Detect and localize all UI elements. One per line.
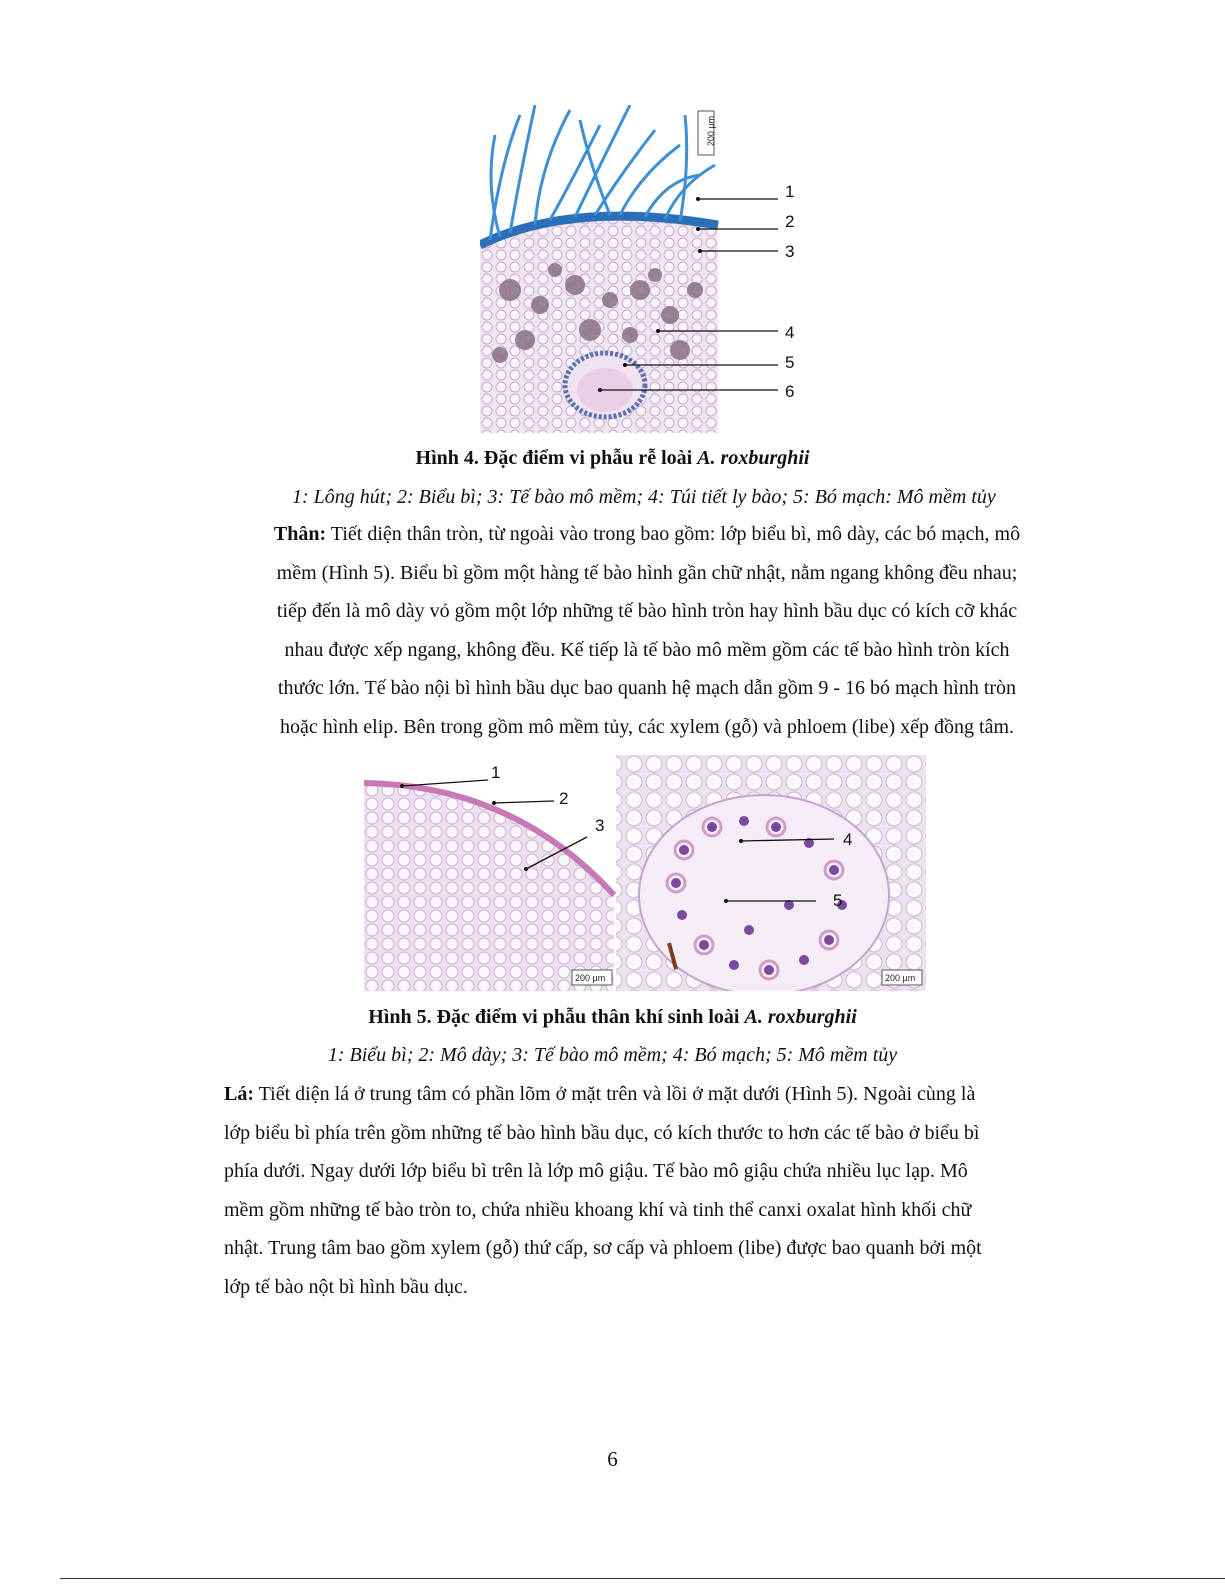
figure-5-label-5: 5 xyxy=(833,891,843,910)
figure-4-legend: 1: Lông hút; 2: Biểu bì; 3: Tế bào mô mềm; 4: Túi tiết ly bào; 5: Bó mạch: Mô mềm tủy xyxy=(292,486,996,508)
figure-5-micrograph xyxy=(364,755,926,991)
la-line-1: Lá: Tiết diện lá ở trung tâm có phần lõm ở mặt trên và lồi ở mặt dưới (Hình 5). Ngoài cùng là xyxy=(224,1083,976,1105)
than-line-4: nhau được xếp ngang, không đều. Kế tiếp là tế bào mô mềm gồm các tế bào hình tròn kích xyxy=(284,638,1010,661)
than-line-3: tiếp đến là mô dày vỏ gồm một lớp những tế bào hình tròn hay hình bầu dục có kích cỡ khác xyxy=(276,600,1018,623)
figure-5 xyxy=(364,755,926,991)
figure-4-label-5: 5 xyxy=(785,353,795,372)
figure-5-scale-left: 200 µm xyxy=(575,973,606,983)
than-line-5: thước lớn. Tế bào nội bì hình bầu dục bao quanh hệ mạch dẫn gồm 9 - 16 bó mạch hình tròn xyxy=(277,677,1017,700)
la-line-2: lớp biểu bì phía trên gồm những tế bào hình bầu dục, có kích thước to hơn các tế bào ở biểu bì xyxy=(224,1121,980,1144)
page-number: 6 xyxy=(607,1447,618,1471)
la-paragraph xyxy=(224,1075,1074,1307)
figure-5-scale-right: 200 µm xyxy=(885,973,916,983)
figure-5-label-3: 3 xyxy=(595,816,605,835)
figure-4-label-6: 6 xyxy=(785,382,795,401)
la-line-5: nhật. Trung tâm bao gồm xylem (gỗ) thứ cấp, sơ cấp và phloem (libe) được bao quanh bởi một xyxy=(224,1237,982,1260)
figure-5-caption-prefix: Hình 5. Đặc điểm vi phẫu thân khí sinh loài xyxy=(368,1006,745,1028)
than-line-2: mềm (Hình 5). Biểu bì gồm một hàng tế bào hình gần chữ nhật, nằm ngang không đều nhau; xyxy=(276,561,1018,584)
figure-4 xyxy=(480,105,810,435)
figure-5-label-2: 2 xyxy=(559,789,569,808)
figure-4-caption xyxy=(0,447,1225,470)
figure-5-legend: 1: Biểu bì; 2: Mô dày; 3: Tế bào mô mềm; 4: Bó mạch; 5: Mô mềm tủy xyxy=(327,1044,898,1066)
figure-5-caption-species: A. roxburghii xyxy=(744,1006,857,1028)
than-paragraph xyxy=(222,515,1072,747)
bottom-rule xyxy=(60,1578,1225,1579)
la-line-6: lớp tế bào nột bì hình bầu dục. xyxy=(224,1275,468,1298)
la-line-3: phía dưới. Ngay dưới lớp biểu bì trên là lớp mô giậu. Tế bào mô giậu chứa nhiều lục lạp. Mô xyxy=(224,1160,968,1183)
figure-4-caption-species: A. roxburghii xyxy=(697,447,810,469)
la-lead: Lá: xyxy=(224,1083,254,1105)
figure-4-caption-prefix: Hình 4. Đặc điểm vi phẫu rễ loài xyxy=(415,447,698,469)
figure-4-scale-label: 200 µm xyxy=(706,115,716,147)
than-lead: Thân: xyxy=(273,523,327,545)
than-line-1: Thân: Tiết diện thân tròn, từ ngoài vào trong bao gồm: lớp biểu bì, mô dày, các bó mạch, mô xyxy=(273,523,1021,545)
figure-4-label-3: 3 xyxy=(785,242,795,261)
figure-4-micrograph xyxy=(480,105,810,435)
figure-5-label-1: 1 xyxy=(491,763,501,782)
figure-5-caption xyxy=(0,1006,1225,1029)
figure-4-label-1: 1 xyxy=(785,182,795,201)
figure-5-label-4: 4 xyxy=(843,830,853,849)
than-line-6: hoặc hình elip. Bên trong gồm mô mềm tủy, các xylem (gỗ) và phloem (libe) xếp đồng tâm. xyxy=(279,715,1015,738)
figure-4-label-2: 2 xyxy=(785,212,795,231)
la-line-4: mềm gồm những tế bào tròn to, chứa nhiều khoang khí và tinh thể canxi oxalat hình khối chữ xyxy=(224,1198,972,1221)
figure-4-label-4: 4 xyxy=(785,323,795,342)
